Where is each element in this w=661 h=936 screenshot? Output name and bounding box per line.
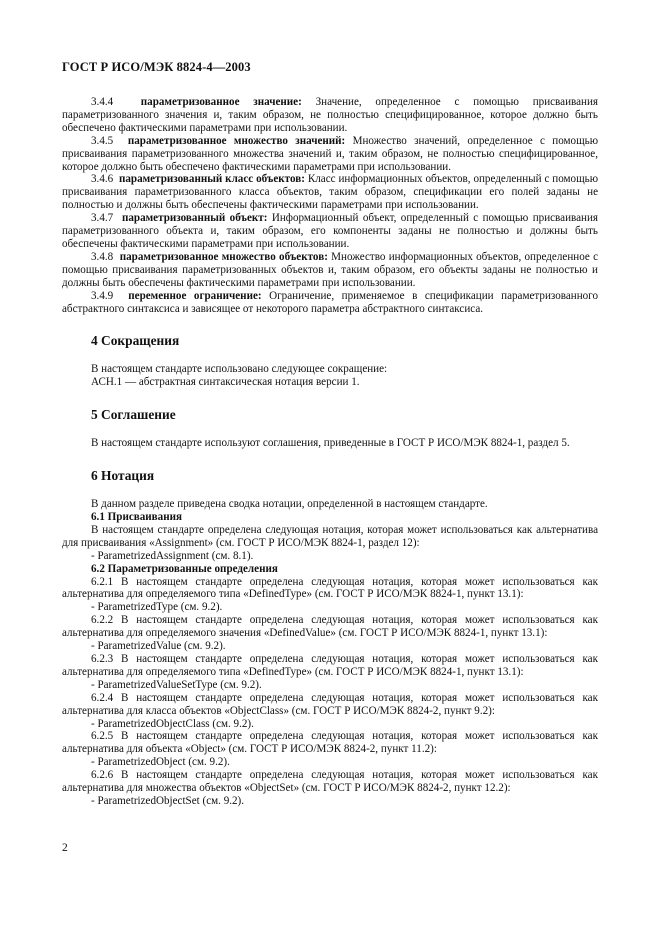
definition-term: параметризованное множество объектов: — [119, 250, 328, 263]
definition-text: Класс информационных объектов, определенный с помощью присваивания параметризованного класса объектов, таким образом, спецификации его полей заданы не полностью и должны быть обеспечены фактическими параметрами при использовании. — [62, 173, 598, 212]
clause-paragraph: 6.2.3 В настоящем стандарте определена следующая нотация, которая может использоваться как альтернатива для определяемого типа «DefinedType» (см. ГОСТ Р ИСО/МЭК 8824-1, пункт 13.1): — [62, 653, 598, 678]
definition-paragraph — [62, 212, 598, 251]
definition-number: 3.4.4 — [91, 96, 114, 108]
definition-number: 3.4.5 — [91, 134, 114, 147]
definition-number: 3.4.7 — [91, 212, 114, 225]
notation-item: - ParametrizedAssignment (см. 8.1). — [91, 549, 254, 562]
definition-text: Множество информационных объектов, определенное с помощью присваивания параметризованных объектов и, таким образом, его объекты заданы не полностью и должны быть обеспечены фактическими параметрами при использовании. — [62, 250, 598, 289]
notation-item: - ParametrizedValueSetType (см. 9.2). — [91, 678, 262, 691]
definition-paragraph — [62, 135, 598, 174]
notation-item: - ParametrizedValue (см. 9.2). — [91, 640, 226, 653]
subsection-heading: 6.1 Присваивания — [91, 511, 183, 524]
definition-text: Информационный объект, определенный с помощью присваивания параметризованного объекта и, таким образом, его компоненты заданы не полностью и должны быть обеспечены фактическими параметрами при использовании. — [62, 212, 598, 250]
section-heading: 5 Соглашение — [91, 407, 176, 423]
definition-paragraph — [62, 173, 598, 212]
page-number: 2 — [62, 842, 68, 854]
definition-number: 3.4.8 — [91, 250, 114, 263]
section-paragraph: В настоящем стандарте определена следующая нотация, которая может использоваться как альтернатива для присваивания «Assignment» (см. ГОСТ Р ИСО/МЭК 8824-1, раздел 12): — [62, 523, 598, 549]
definition-paragraph — [62, 96, 598, 135]
section-paragraph: В настоящем стандарте используют соглашения, приведенные в ГОСТ Р ИСО/МЭК 8824-1, раздел 5. — [91, 437, 570, 450]
definition-text: Ограничение, применяемое в спецификации параметризованного абстрактного синтаксиса и зависящее от некоторого параметра абстрактного синтаксиса. — [62, 289, 599, 315]
notation-item: - ParametrizedObjectClass (см. 9.2). — [91, 717, 254, 730]
definition-number: 3.4.9 — [91, 289, 114, 302]
section-heading: 6 Нотация — [91, 468, 155, 484]
document-header: ГОСТ Р ИСО/МЭК 8824-4—2003 — [62, 60, 251, 74]
definition-term: параметризованное множество значений: — [127, 134, 346, 147]
definition-term: переменное ограничение: — [128, 289, 262, 302]
clause-paragraph: 6.2.1 В настоящем стандарте определена следующая нотация, которая может использоваться как альтернатива для определяемого типа «DefinedType» (см. ГОСТ Р ИСО/МЭК 8824-1, пункт 13.1): — [62, 575, 598, 601]
section-heading: 4 Сокращения — [91, 333, 180, 349]
definition-text: Множество значений, определенное с помощью присваивания параметризованного множества значений и, таким образом, не полностью специфицированное, которое должно быть обеспечено фактическими параметрами при использовании. — [62, 134, 598, 173]
definition-number: 3.4.6 — [91, 173, 114, 186]
section-paragraph: АСН.1 — абстрактная синтаксическая нотация версии 1. — [91, 376, 360, 389]
document-body — [62, 96, 598, 808]
definition-paragraph — [62, 251, 598, 290]
notation-item: - ParametrizedType (см. 9.2). — [91, 601, 223, 614]
definition-paragraph — [62, 290, 598, 316]
definition-term: параметризованный объект: — [121, 212, 268, 225]
definition-term: параметризованное значение: — [140, 96, 302, 108]
clause-paragraph: 6.2.2 В настоящем стандарте определена следующая нотация, которая может использоваться как альтернатива для определяемого значения «DefinedValue» (см. ГОСТ Р ИСО/МЭК 8824-1, пункт 13.1): — [62, 614, 598, 640]
section-paragraph: В настоящем стандарте использовано следующее сокращение: — [91, 363, 388, 376]
clause-paragraph: 6.2.4 В настоящем стандарте определена следующая нотация, которая может использоваться как альтернатива для класса объектов «ObjectClass» (см. ГОСТ Р ИСО/МЭК 8824-2, пункт 9.2): — [62, 691, 598, 717]
clause-paragraph: 6.2.6 В настоящем стандарте определена следующая нотация, которая может использоваться как альтернатива для множества объектов «ObjectSet» (см. ГОСТ Р ИСО/МЭК 8824-2, пункт 12.2): — [62, 769, 598, 795]
definition-text: Значение, определенное с помощью присваивания параметризованного значения и, таким образом, не полностью специфицированное, которое должно быть обеспечено фактическими параметрами при использовании. — [62, 96, 599, 134]
notation-item: - ParametrizedObjectSet (см. 9.2). — [91, 794, 245, 807]
subsection-heading: 6.2 Параметризованные определения — [91, 562, 278, 575]
clause-paragraph: 6.2.5 В настоящем стандарте определена следующая нотация, которая может использоваться как альтернатива для объекта «Object» (см. ГОСТ Р ИСО/МЭК 8824-2, пункт 11.2): — [62, 730, 598, 756]
definition-term: параметризованный класс объектов: — [118, 173, 305, 186]
section-paragraph: В данном разделе приведена сводка нотации, определенной в настоящем стандарте. — [91, 498, 488, 511]
notation-item: - ParametrizedObject (см. 9.2). — [91, 756, 230, 769]
